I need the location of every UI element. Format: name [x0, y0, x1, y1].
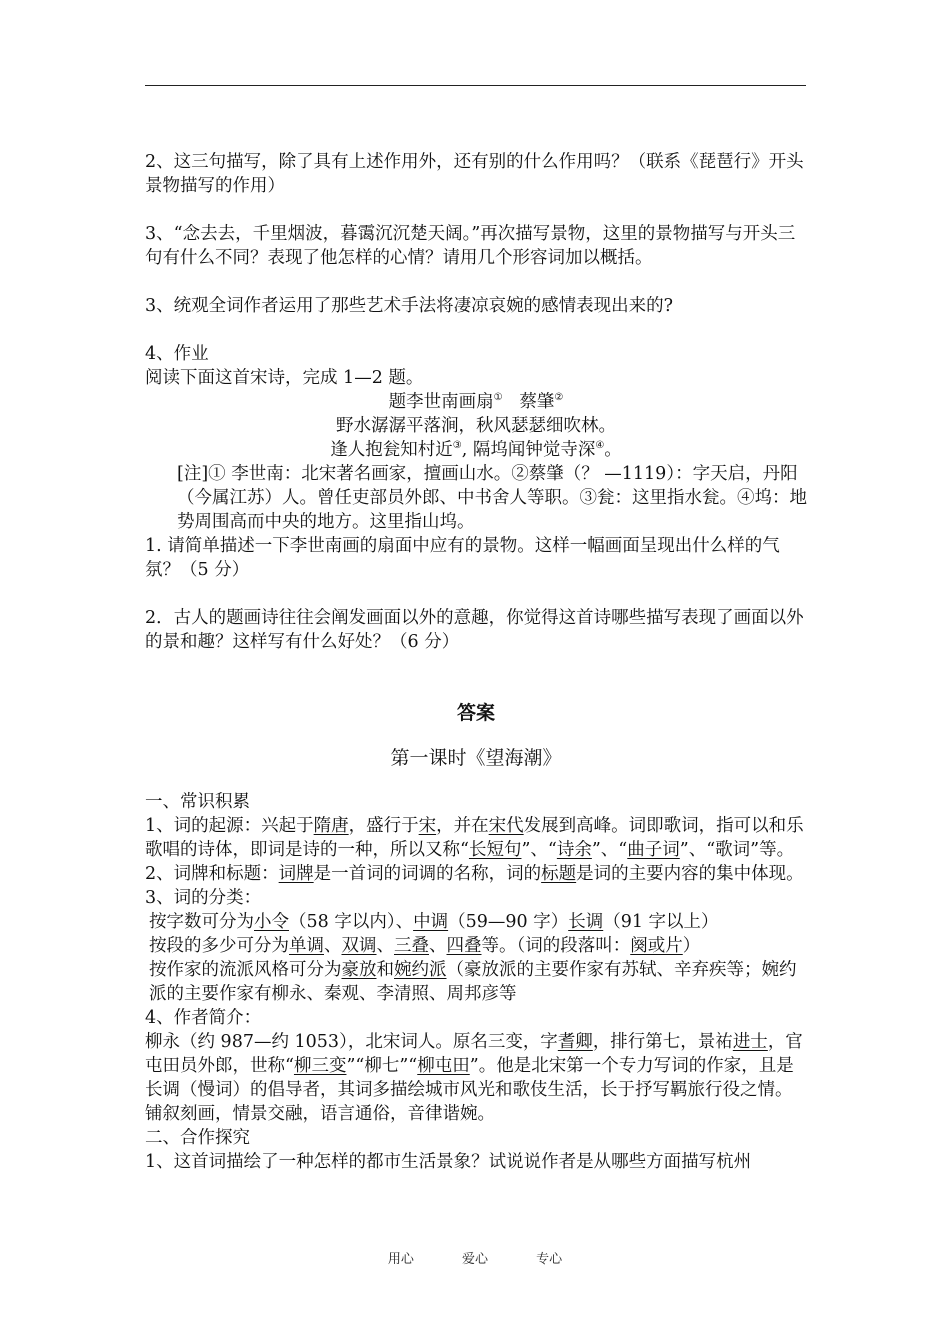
note-mark: ②: [554, 392, 564, 403]
answer-paragraph-1: 1、词的起源：兴起于隋唐，盛行于宋，并在宋代发展到高峰。词即歌词，指可以和乐歌唱的诗体，即词是诗的一种，所以又称“长短句”、“诗余”、“曲子词”、“歌词”等。: [145, 816, 804, 860]
answer-paragraph-3-line-1: 按字数可分为小令（58 字以内）、中调（59—90 字）长调（91 字以上）: [149, 912, 719, 932]
answer-paragraph-2: 2、词牌和标题：词牌是一首词的词调的名称，词的标题是词的主要内容的集中体现。: [145, 864, 804, 884]
question-3a: 3、“念去去，千里烟波，暮霭沉沉楚天阔。”再次描写景物，这里的景物描写与开头三句有什么不同？表现了他怎样的心情？请用几个形容词加以概括。: [145, 224, 796, 268]
section-2-question-1: 1、这首词描绘了一种怎样的都市生活景象？试说说作者是从哪些方面描写杭州: [145, 1152, 752, 1172]
answer-paragraph-4: 柳永（约 987—约 1053），北宋词人。原名三变，字耆卿，排行第七，景祐进士，官屯田员外郎，世称“柳三变”“柳七”“柳屯田”。他是北宋第一个专力写词的作家，且是长调（慢词）的倡导者，其词多描绘城市风光和歌伎生活，长于抒写羁旅行役之情。铺叙刻画，情景交融，语言通俗，音律谐婉。: [145, 1032, 803, 1124]
poem-title: 题李世南画扇: [388, 392, 494, 412]
question-3b: 3、统观全词作者运用了那些艺术手法将凄凉哀婉的感情表现出来的?: [145, 296, 674, 316]
homework-heading: 4、作业: [145, 344, 209, 364]
section-2-heading: 二、合作探究: [145, 1128, 250, 1148]
homework-question-2: 2．古人的题画诗往往会阐发画面以外的意趣，你觉得这首诗哪些描写表现了画面以外的景和趣？这样写有什么好处？（6 分）: [145, 608, 804, 652]
poem-notes: [注]① 李世南：北宋著名画家，擅画山水。②蔡肇（？ —1119）：字天启，丹阳（今属江苏）人。曾任吏部员外郎、中书舍人等职。③瓮：这里指水瓮。④坞：地势周围高而中央的地方。这里指山坞。: [177, 464, 807, 532]
answer-paragraph-3-line-2: 按段的多少可分为单调、双调、三叠、四叠等。（词的段落叫：阕或片）: [149, 936, 701, 956]
homework-intro: 阅读下面这首宋诗，完成 1—2 题。: [145, 368, 424, 388]
answer-paragraph-4-heading: 4、作者简介：: [145, 1008, 262, 1028]
answer-subtitle: 第一课时《望海潮》: [390, 747, 562, 769]
poem-author: 蔡肇: [519, 392, 555, 412]
footer-text: 用心: [387, 1252, 414, 1267]
page-footer: [0, 1248, 950, 1267]
footer-text: 专心: [536, 1252, 563, 1267]
answer-paragraph-3-heading: 3、词的分类：: [145, 888, 262, 908]
note-mark: ③: [452, 440, 462, 451]
footer-text: 爱心: [461, 1252, 488, 1267]
document-body: [145, 150, 807, 1174]
poem-title-line: [145, 390, 807, 414]
question-2: 2、这三句描写，除了具有上述作用外，还有别的什么作用吗？（联系《琵琶行》开头景物描写的作用）: [145, 152, 804, 196]
answer-title: 答案: [456, 702, 495, 724]
section-1-heading: 一、常识积累: [145, 792, 250, 812]
homework-question-1: 1. 请简单描述一下李世南画的扇面中应有的景物。这样一幅画面呈现出什么样的气氛？（5 分）: [145, 536, 780, 580]
answer-paragraph-3-line-3: 按作家的流派风格可分为豪放和婉约派（豪放派的主要作家有苏轼、辛弃疾等；婉约派的主要作家有柳永、秦观、李清照、周邦彦等: [149, 960, 797, 1004]
header-rule: [145, 85, 806, 86]
note-mark: ④: [595, 440, 605, 451]
note-mark: ①: [493, 392, 503, 403]
poem-line-2: 逢人抱瓮知村近③, 隔坞闻钟觉寺深④。: [330, 440, 622, 460]
poem-line-1: 野水潺潺平落涧，秋风瑟瑟细吹林。: [336, 416, 616, 436]
